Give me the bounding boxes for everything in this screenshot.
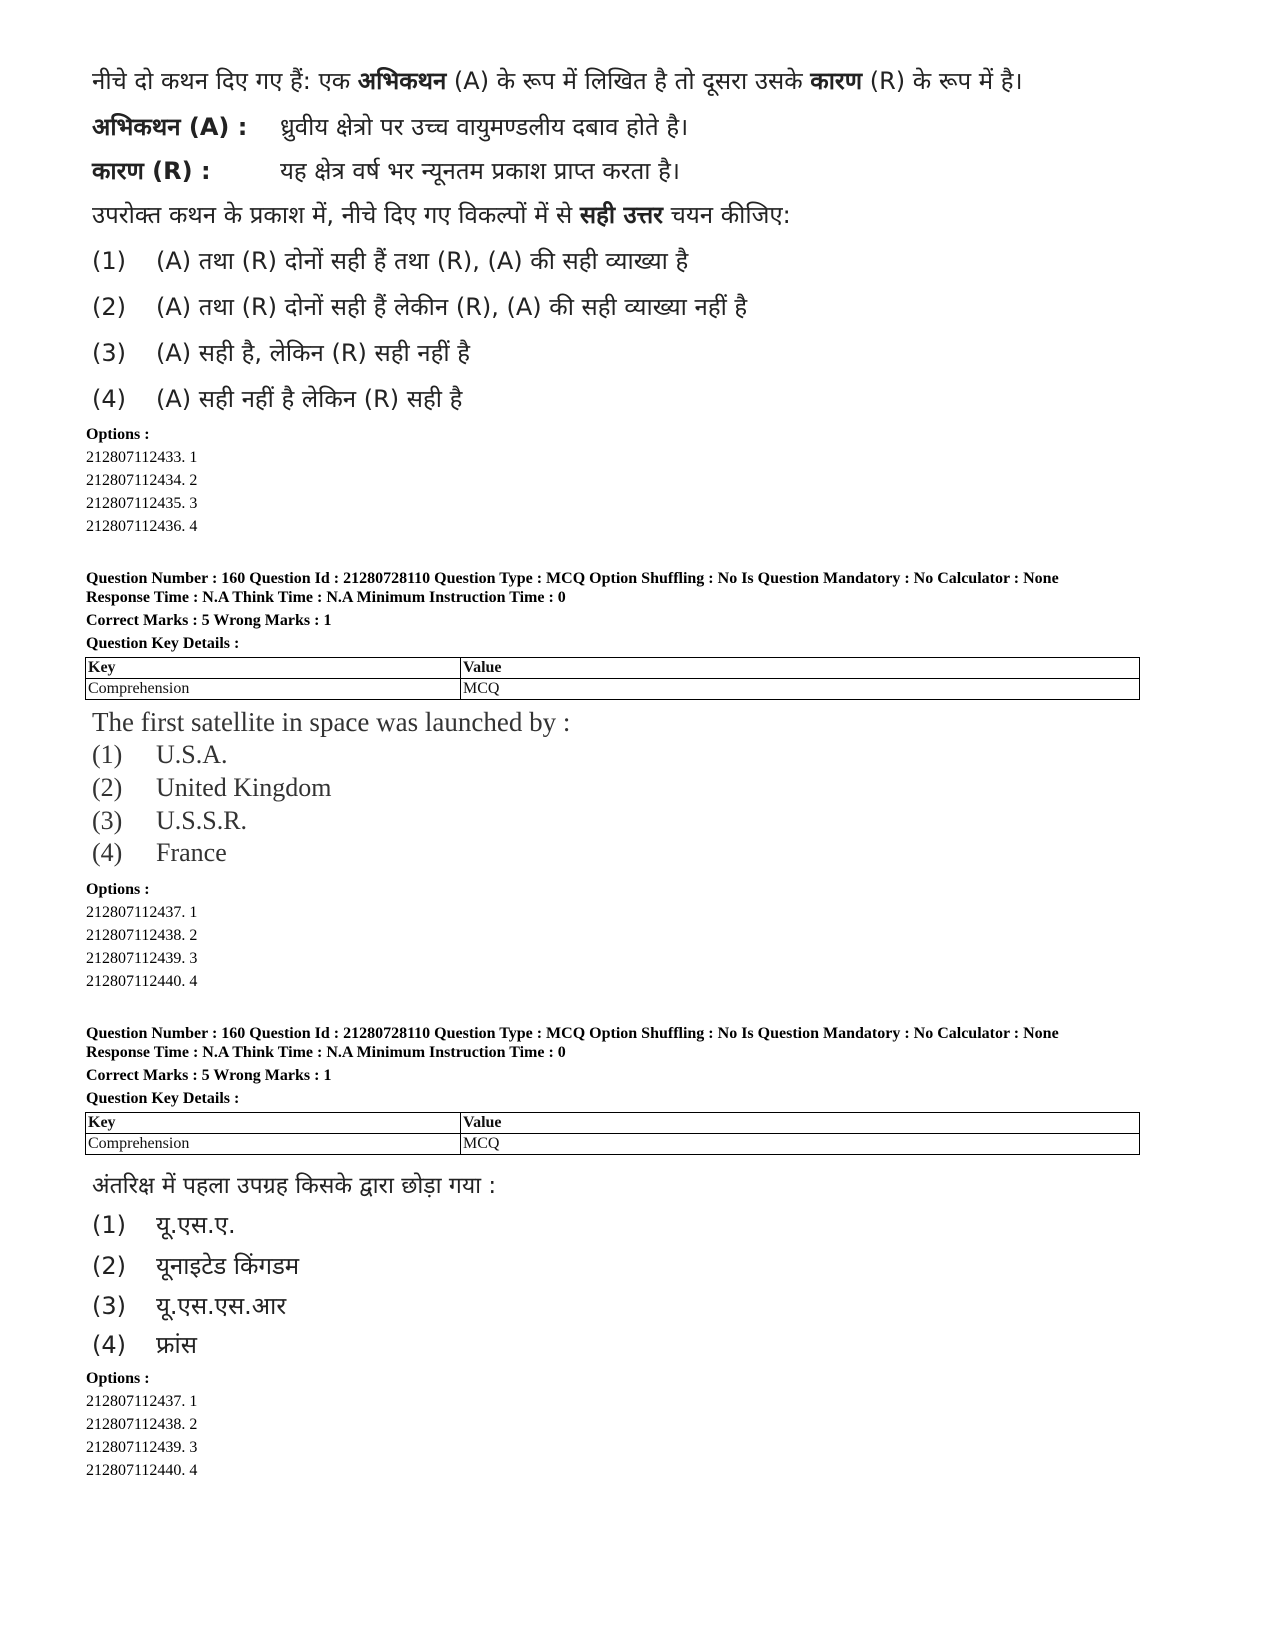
table-row bbox=[86, 1134, 1140, 1155]
choice-text: फ्रांस bbox=[156, 1331, 197, 1359]
options-label: Options : bbox=[86, 881, 150, 898]
choice-text: (A) तथा (R) दोनों सही हैं तथा (R), (A) की सही व्याख्या है bbox=[156, 247, 689, 275]
table-cell-value: MCQ bbox=[461, 679, 1140, 700]
choice-number: (4) bbox=[92, 385, 126, 413]
choice-item bbox=[92, 290, 747, 323]
choice-text: (A) तथा (R) दोनों सही हैं लेकीन (R), (A) की सही व्याख्या नहीं है bbox=[156, 293, 748, 321]
choice-item bbox=[92, 838, 227, 868]
question-meta-line: Question Number : 160 Question Id : 21280728110 Question Type : MCQ Option Shuffling : No Is Question Mandatory : No Calculator : None bbox=[86, 1025, 1059, 1042]
option-id: 212807112439. 3 bbox=[86, 1439, 198, 1456]
choice-number: (4) bbox=[92, 1331, 126, 1359]
option-id: 212807112440. 4 bbox=[86, 1462, 198, 1479]
question-text: अंतरिक्ष में पहला उपग्रह किसके द्वारा छोड़ा गया : bbox=[92, 1173, 497, 1199]
choice-number: (1) bbox=[92, 247, 126, 275]
choice-text: U.S.A. bbox=[156, 740, 228, 769]
choice-item bbox=[92, 382, 462, 415]
intro-text: (R) के रूप में है। bbox=[862, 67, 1023, 95]
table-cell-key: Comprehension bbox=[86, 679, 461, 700]
choice-number: (2) bbox=[92, 773, 123, 802]
assertion-reason-intro bbox=[92, 64, 1023, 97]
key-details-table bbox=[85, 1112, 1140, 1155]
table-header-row bbox=[86, 1113, 1140, 1134]
choice-item bbox=[92, 1289, 286, 1322]
choice-item bbox=[92, 773, 332, 803]
reason-text: यह क्षेत्र वर्ष भर न्यूनतम प्रकाश प्राप्त करता है। bbox=[280, 157, 680, 185]
table-header-value: Value bbox=[461, 658, 1140, 679]
choice-number: (3) bbox=[92, 1292, 126, 1320]
intro-reason-bold: कारण bbox=[810, 67, 863, 95]
choice-text: United Kingdom bbox=[156, 773, 332, 802]
option-id: 212807112433. 1 bbox=[86, 449, 198, 466]
option-id: 212807112437. 1 bbox=[86, 904, 198, 921]
assertion-line bbox=[92, 110, 688, 143]
choice-item bbox=[92, 1328, 197, 1361]
option-id: 212807112435. 3 bbox=[86, 495, 198, 512]
table-cell-value: MCQ bbox=[461, 1134, 1140, 1155]
choice-text: U.S.S.R. bbox=[156, 806, 248, 835]
choice-number: (3) bbox=[92, 806, 123, 835]
key-details-table bbox=[85, 657, 1140, 700]
choice-number: (1) bbox=[92, 1211, 126, 1239]
choice-item bbox=[92, 336, 470, 369]
question-meta-line: Response Time : N.A Think Time : N.A Minimum Instruction Time : 0 bbox=[86, 1044, 566, 1061]
instruction-text: उपरोक्त कथन के प्रकाश में, नीचे दिए गए विकल्पों में से bbox=[92, 201, 580, 229]
instruction-text: चयन कीजिए: bbox=[663, 201, 791, 229]
table-row bbox=[86, 679, 1140, 700]
choice-text: यू.एस.एस.आर bbox=[156, 1292, 287, 1320]
choice-number: (4) bbox=[92, 838, 123, 867]
key-details-label: Question Key Details : bbox=[86, 1090, 240, 1107]
intro-text: (A) के रूप में लिखित है तो दूसरा उसके bbox=[446, 67, 811, 95]
choice-text: (A) सही है, लेकिन (R) सही नहीं है bbox=[156, 339, 470, 367]
intro-text: नीचे दो कथन दिए गए हैं: एक bbox=[92, 67, 358, 95]
option-id: 212807112438. 2 bbox=[86, 1416, 198, 1433]
choice-item bbox=[92, 244, 688, 277]
choice-number: (1) bbox=[92, 740, 123, 769]
marks-line: Correct Marks : 5 Wrong Marks : 1 bbox=[86, 1067, 332, 1084]
option-id: 212807112438. 2 bbox=[86, 927, 198, 944]
choice-item bbox=[92, 1208, 236, 1241]
assertion-text: ध्रुवीय क्षेत्रो पर उच्च वायुमण्डलीय दबाव होते है। bbox=[280, 113, 689, 141]
intro-assertion-bold: अभिकथन bbox=[357, 67, 447, 95]
marks-line: Correct Marks : 5 Wrong Marks : 1 bbox=[86, 612, 332, 629]
option-id: 212807112440. 4 bbox=[86, 973, 198, 990]
options-label: Options : bbox=[86, 1370, 150, 1387]
question-text: The first satellite in space was launched by : bbox=[92, 707, 571, 737]
question-meta-line: Response Time : N.A Think Time : N.A Minimum Instruction Time : 0 bbox=[86, 589, 566, 606]
choice-item bbox=[92, 1249, 299, 1282]
table-cell-key: Comprehension bbox=[86, 1134, 461, 1155]
choice-number: (2) bbox=[92, 1252, 126, 1280]
option-id: 212807112439. 3 bbox=[86, 950, 198, 967]
choice-item bbox=[92, 806, 247, 836]
choice-number: (2) bbox=[92, 293, 126, 321]
instruction-line bbox=[92, 198, 791, 231]
table-header-key: Key bbox=[86, 1113, 461, 1134]
key-details-label: Question Key Details : bbox=[86, 635, 240, 652]
option-id: 212807112436. 4 bbox=[86, 518, 198, 535]
instruction-bold: सही उत्तर bbox=[579, 201, 663, 229]
option-id: 212807112437. 1 bbox=[86, 1393, 198, 1410]
options-label: Options : bbox=[86, 426, 150, 443]
assertion-label: अभिकथन (A) : bbox=[92, 113, 248, 141]
table-header-value: Value bbox=[461, 1113, 1140, 1134]
option-id: 212807112434. 2 bbox=[86, 472, 198, 489]
choice-text: यू.एस.ए. bbox=[156, 1211, 236, 1239]
question-meta-line: Question Number : 160 Question Id : 21280728110 Question Type : MCQ Option Shuffling : No Is Question Mandatory : No Calculator : None bbox=[86, 570, 1059, 587]
choice-text: France bbox=[156, 838, 227, 867]
table-header-key: Key bbox=[86, 658, 461, 679]
reason-label: कारण (R) : bbox=[92, 157, 211, 185]
table-header-row bbox=[86, 658, 1140, 679]
choice-item bbox=[92, 740, 228, 770]
choice-number: (3) bbox=[92, 339, 126, 367]
reason-line bbox=[92, 154, 680, 187]
choice-text: (A) सही नहीं है लेकिन (R) सही है bbox=[156, 385, 463, 413]
choice-text: यूनाइटेड किंगडम bbox=[156, 1252, 300, 1280]
